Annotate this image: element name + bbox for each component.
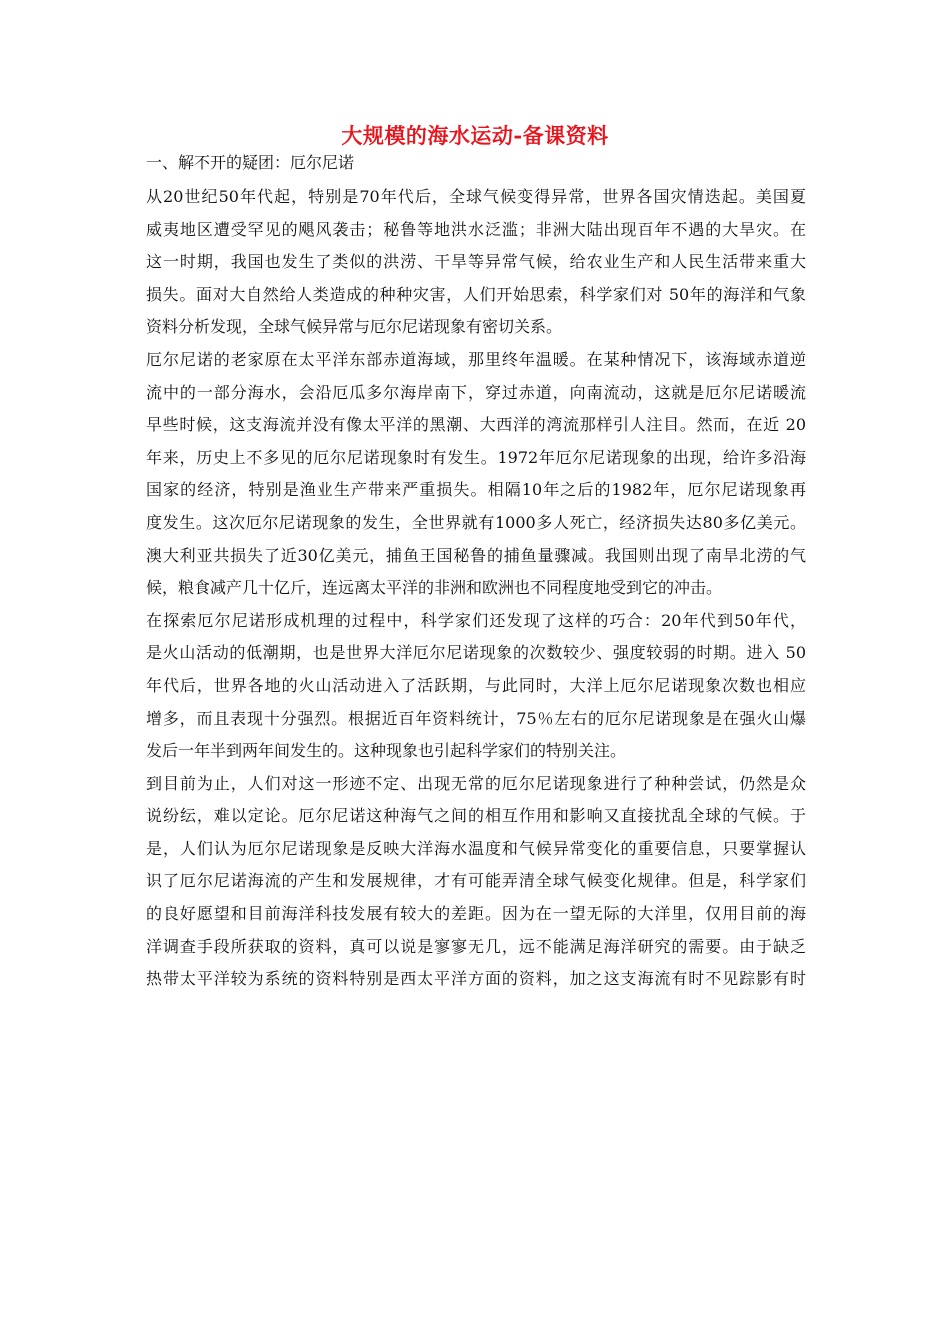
paragraph-line: 是火山活动的低潮期，也是世界大洋厄尔尼诺现象的次数较少、强度较弱的时期。进入 50 — [146, 643, 806, 663]
paragraph-line: 厄尔尼诺的老家原在太平洋东部赤道海域，那里终年温暖。在某种情况下，该海域赤道逆 — [146, 349, 806, 369]
paragraph-line: 发后一年半到两年间发生的。这种现象也引起科学家们的特别关注。 — [146, 741, 627, 761]
paragraph-line: 度发生。这次厄尔尼诺现象的发生，全世界就有1000多人死亡，经济损失达80多亿美元。 — [146, 512, 806, 532]
paragraph — [146, 181, 806, 344]
paragraph-line: 早些时候，这支海流并没有像太平洋的黑潮、大西洋的湾流那样引人注目。然而，在近 20 — [146, 415, 806, 435]
document-body — [146, 181, 806, 996]
paragraph-line: 国家的经济，特别是渔业生产带来严重损失。相隔10年之后的1982年，厄尔尼诺现象再 — [146, 480, 806, 500]
paragraph — [146, 344, 806, 605]
paragraph-line: 候，粮食减产几十亿斤，连远离太平洋的非洲和欧洲也不同程度地受到它的冲击。 — [146, 578, 723, 598]
paragraph-line: 这一时期，我国也发生了类似的洪涝、干旱等异常气候，给农业生产和人民生活带来重大 — [146, 252, 806, 272]
paragraph-line: 洋调查手段所获取的资料，真可以说是寥寥无几，远不能满足海洋研究的需要。由于缺乏 — [146, 936, 806, 956]
paragraph-line: 澳大利亚共损失了近30亿美元，捕鱼王国秘鲁的捕鱼量骤减。我国则出现了南旱北涝的气 — [146, 545, 806, 565]
paragraph-line: 流中的一部分海水，会沿厄瓜多尔海岸南下，穿过赤道，向南流动，这就是厄尔尼诺暖流 — [146, 382, 806, 402]
paragraph-line: 从20世纪50年代起，特别是70年代后，全球气候变得异常，世界各国灾情迭起。美国夏 — [146, 187, 806, 206]
paragraph-line: 是，人们认为厄尔尼诺现象是反映大洋海水温度和气候异常变化的重要信息，只要掌握认 — [146, 838, 806, 858]
paragraph — [146, 605, 806, 768]
paragraph-line: 识了厄尔尼诺海流的产生和发展规律，才有可能弄清全球气候变化规律。但是，科学家们 — [146, 871, 806, 891]
paragraph-line: 热带太平洋较为系统的资料特别是西太平洋方面的资料，加之这支海流有时不见踪影有时 — [146, 969, 806, 989]
section-heading: 一、解不开的疑团：厄尔尼诺 — [146, 153, 355, 172]
paragraph-line: 损失。面对大自然给人类造成的种种灾害，人们开始思索，科学家们对 50年的海洋和气象 — [146, 284, 806, 304]
paragraph-line: 威夷地区遭受罕见的飓风袭击；秘鲁等地洪水泛滥；非洲大陆出现百年不遇的大旱灾。在 — [146, 219, 806, 239]
paragraph-line: 在探索厄尔尼诺形成机理的过程中，科学家们还发现了这样的巧合：20年代到50年代， — [146, 610, 806, 630]
paragraph-line: 资料分析发现，全球气候异常与厄尔尼诺现象有密切关系。 — [146, 317, 563, 337]
paragraph-line: 年代后，世界各地的火山活动进入了活跃期，与此同时，大洋上厄尔尼诺现象次数也相应 — [146, 675, 806, 695]
paragraph-line: 增多，而且表现十分强烈。根据近百年资料统计，75％左右的厄尔尼诺现象是在强火山爆 — [146, 708, 806, 728]
paragraph-line: 年来，历史上不多见的厄尔尼诺现象时有发生。1972年厄尔尼诺现象的出现，给许多沿海 — [146, 447, 806, 467]
paragraph — [146, 768, 806, 996]
paragraph-line: 说纷纭，难以定论。厄尔尼诺这种海气之间的相互作用和影响又直接扰乱全球的气候。于 — [146, 806, 806, 826]
document-title: 大规模的海水运动-备课资料 — [341, 123, 609, 148]
paragraph-line: 的良好愿望和目前海洋科技发展有较大的差距。因为在一望无际的大洋里，仅用目前的海 — [146, 904, 806, 924]
paragraph-line: 到目前为止，人们对这一形迹不定、出现无常的厄尔尼诺现象进行了种种尝试，仍然是众 — [146, 773, 806, 793]
